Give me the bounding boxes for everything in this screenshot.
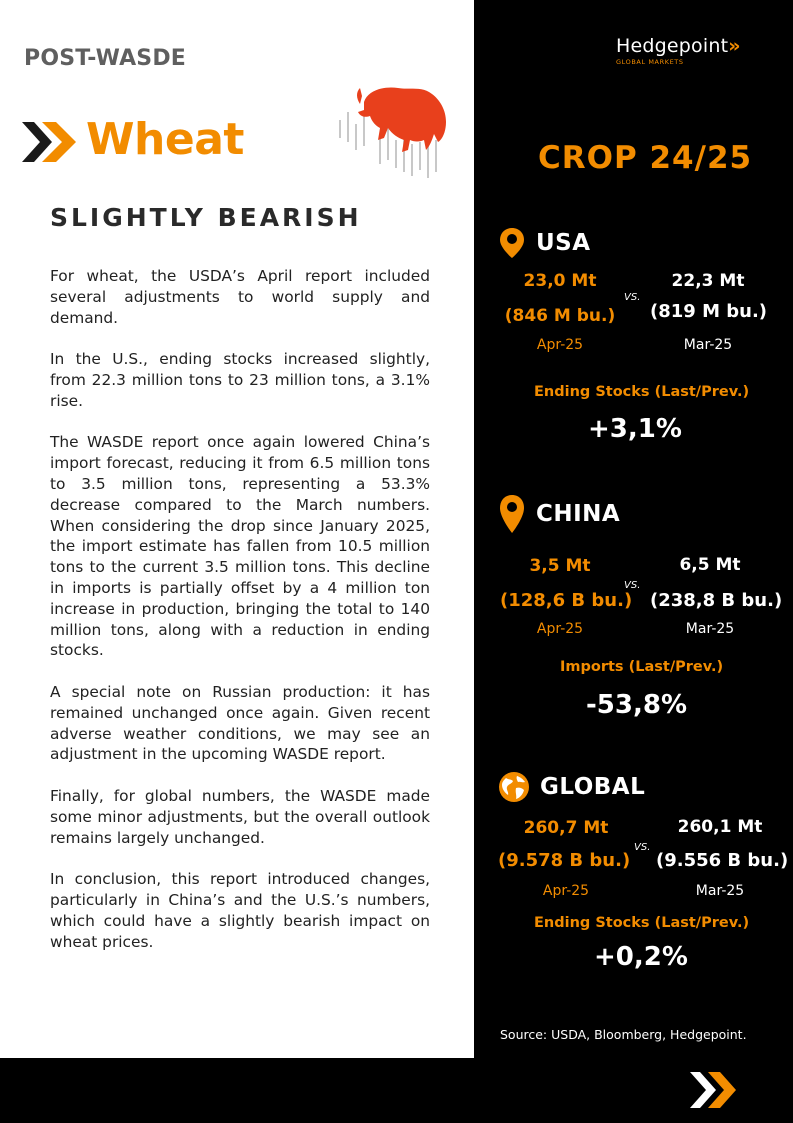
paragraph: In conclusion, this report introduced changes, particularly in China’s and the U.S.’s numbers, which could have a slightly bearish impact on wheat prices.	[50, 870, 430, 951]
prev-bushels: (819 M bu.)	[650, 301, 768, 322]
change-percent: -53,8%	[586, 690, 687, 720]
source-note: Source: USDA, Bloomberg, Hedgepoint.	[500, 1027, 747, 1042]
vs-label: VS.	[624, 292, 641, 303]
last-bushels: (128,6 B bu.)	[500, 590, 633, 611]
prev-date: Mar-25	[695, 883, 745, 899]
change-percent: +3,1%	[588, 414, 682, 444]
brand-name-text: Hedgepoint	[616, 35, 729, 57]
sentiment-headline: SLIGHTLY BEARISH	[50, 203, 362, 232]
map-pin-icon	[498, 493, 526, 535]
change-percent: +0,2%	[594, 942, 688, 972]
last-value: 260,7 Mt	[523, 818, 609, 838]
region-china-header	[498, 493, 620, 535]
vs-label: VS.	[634, 842, 651, 853]
last-bushels: (846 M bu.)	[504, 306, 616, 326]
last-value: 23,0 Mt	[523, 271, 597, 291]
brand-name	[616, 35, 776, 57]
region-name: USA	[536, 230, 591, 256]
right-panel	[474, 0, 793, 1058]
vs-label: VS.	[624, 580, 641, 591]
paragraph: In the U.S., ending stocks increased slightly, from 22.3 million tons to 23 million tons, a 3.1% rise.	[50, 350, 430, 410]
globe-icon	[498, 771, 530, 803]
footer-bar	[0, 1058, 793, 1123]
paragraph: A special note on Russian production: it has remained unchanged once again. Given recent adverse weather conditions, we may see an adjustment in the upcoming WASDE report.	[50, 682, 430, 764]
metric-label: Imports (Last/Prev.)	[560, 659, 724, 675]
region-name: GLOBAL	[540, 774, 646, 800]
paragraph: For wheat, the USDA’s April report included several adjustments to world supply and demand.	[50, 267, 430, 327]
report-eyebrow: POST-WASDE	[24, 46, 187, 71]
article-body	[50, 266, 430, 973]
metric-label: Ending Stocks (Last/Prev.)	[534, 384, 750, 400]
map-pin-icon	[498, 227, 526, 259]
paragraph: Finally, for global numbers, the WASDE made some minor adjustments, but the overall outlook remains largely unchanged.	[50, 786, 430, 847]
last-date: Apr-25	[536, 621, 584, 637]
double-chevron-icon	[22, 118, 78, 166]
last-date: Apr-25	[542, 883, 590, 899]
last-date: Apr-25	[536, 337, 584, 353]
prev-value: 6,5 Mt	[679, 555, 741, 575]
region-global-header	[498, 771, 645, 803]
last-value: 3,5 Mt	[529, 556, 591, 576]
brand-subtitle: GLOBAL MARKETS	[616, 58, 684, 66]
double-chevron-icon	[690, 1070, 738, 1110]
region-name: CHINA	[536, 501, 621, 527]
metric-label: Ending Stocks (Last/Prev.)	[534, 915, 750, 931]
hedgepoint-logo	[616, 35, 776, 66]
commodity-title: Wheat	[86, 114, 244, 165]
prev-bushels: (238,8 B bu.)	[650, 590, 783, 611]
prev-value: 22,3 Mt	[671, 271, 745, 291]
prev-bushels: (9.556 B bu.)	[656, 850, 789, 871]
bull-chart-icon	[334, 80, 452, 180]
prev-date: Mar-25	[685, 621, 735, 637]
brand-chevrons: »	[728, 35, 741, 57]
paragraph: The WASDE report once again lowered China’s import forecast, reducing it from 6.5 million tons to 3.5 million tons, representing a 53.3% decrease compared to the March numbers. When considering the drop since January 2025, the import estimate has fallen from 10.5 million tons to the current 3.5 million tons. This decline in imports is partially offset by a 4 million ton increase in production, bringing the total to 140 million tons, along with a reduction in ending stocks.	[50, 433, 430, 660]
last-bushels: (9.578 B bu.)	[498, 850, 631, 871]
prev-value: 260,1 Mt	[677, 817, 763, 837]
crop-year: CROP 24/25	[538, 140, 753, 176]
prev-date: Mar-25	[683, 337, 733, 353]
region-usa-header	[498, 227, 591, 259]
